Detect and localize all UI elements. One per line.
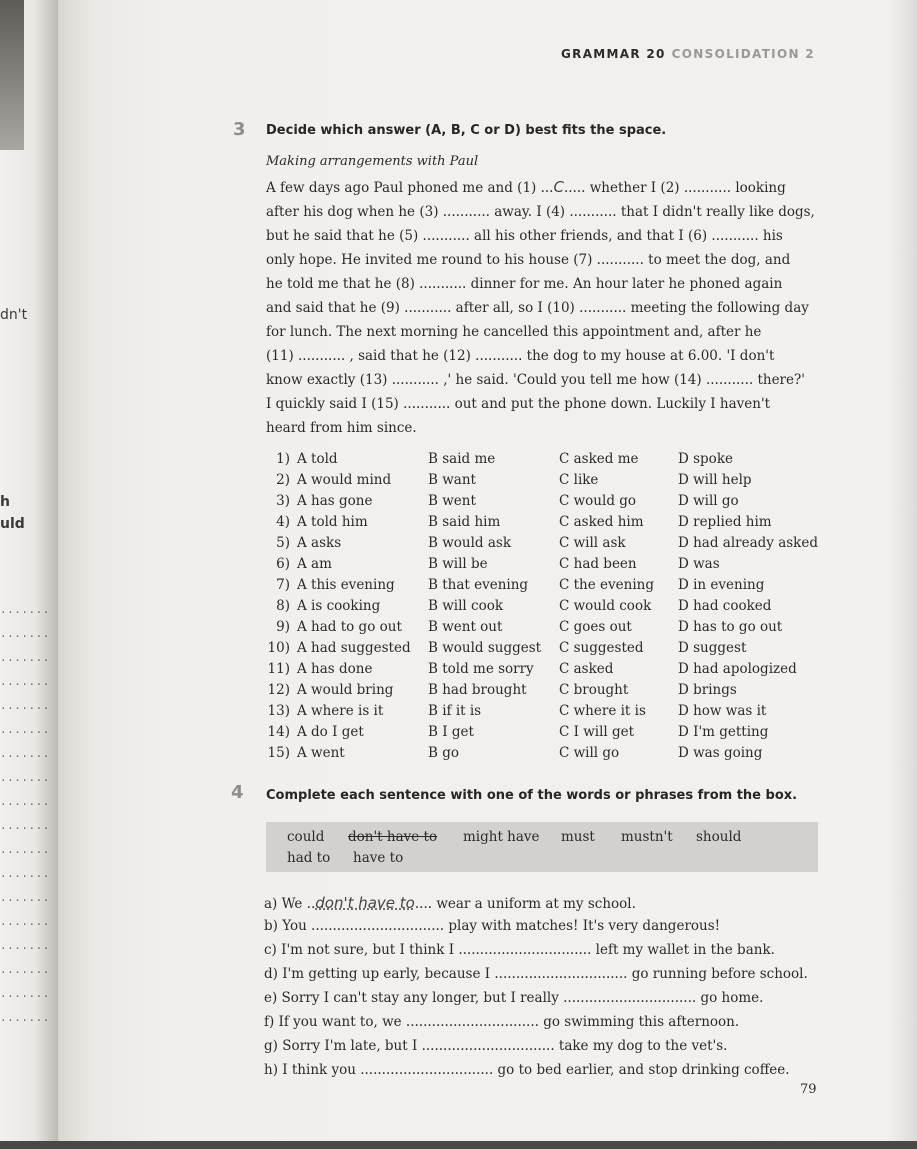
option-d: D I'm getting [678, 724, 769, 740]
option-c: C suggested [559, 640, 644, 656]
option-b: B want [428, 472, 476, 488]
box-word: must [561, 829, 595, 845]
margin-dots: ....... [0, 1011, 50, 1024]
margin-dots: ....... [0, 747, 50, 760]
exercise-3-number: 3 [233, 119, 246, 140]
question-number: 7) [276, 577, 290, 593]
option-c: C had been [559, 556, 637, 572]
option-d: D was going [678, 745, 763, 761]
question-number: 5) [276, 535, 290, 551]
option-b: B went out [428, 619, 503, 635]
passage-line: for lunch. The next morning he cancelled this appointment and, after he [266, 324, 762, 340]
option-b: B if it is [428, 703, 482, 719]
question-number: 8) [276, 598, 290, 614]
margin-dots: ....... [0, 891, 50, 904]
box-word: should [696, 829, 742, 845]
option-a: A is cooking [297, 598, 381, 614]
option-c: C will ask [559, 535, 626, 551]
option-d: D was [678, 556, 720, 572]
option-a: A has gone [297, 493, 373, 509]
option-d: D will help [678, 472, 752, 488]
option-a: A has done [297, 661, 373, 677]
option-b: B go [428, 745, 459, 761]
box-word: could [287, 829, 325, 845]
margin-dots: ....... [0, 771, 50, 784]
sentence-item: b) You ............................... play with matches! It's very dangerous! [264, 918, 721, 934]
question-number: 4) [276, 514, 290, 530]
margin-dots: ....... [0, 699, 50, 712]
option-b: B had brought [428, 682, 527, 698]
passage-title: Making arrangements with Paul [266, 154, 479, 169]
margin-dots: ....... [0, 627, 50, 640]
option-b: B that evening [428, 577, 529, 593]
box-word: had to [287, 850, 331, 866]
option-d: D had already asked [678, 535, 818, 551]
option-d: D suggest [678, 640, 747, 656]
option-c: C like [559, 472, 599, 488]
margin-fragment: dn't [0, 307, 28, 323]
question-number: 9) [276, 619, 290, 635]
passage-line: but he said that he (5) ........... all his other friends, and that I (6) ........... his [266, 228, 783, 244]
question-number: 6) [276, 556, 290, 572]
exercise-4-number: 4 [231, 782, 244, 803]
sentence-item: f) If you want to, we ............................... go swimming this afternoon. [264, 1014, 740, 1030]
question-number: 14) [267, 724, 290, 740]
handwritten-answer: don't have to [315, 894, 415, 912]
passage-line: he told me that he (8) ........... dinner for me. An hour later he phoned again [266, 276, 783, 292]
passage-line: know exactly (13) ........... ,' he said. 'Could you tell me how (14) ........... there?' [266, 372, 805, 388]
margin-dots: ....... [0, 651, 50, 664]
passage-line: only hope. He invited me round to his house (7) ........... to meet the dog, and [266, 252, 791, 268]
page-edge-right [887, 0, 917, 1149]
cloze-passage [266, 175, 826, 440]
sentence-item: d) I'm getting up early, because I ............................... go running before school. [264, 966, 808, 982]
sentence-item: h) I think you ............................... go to bed earlier, and stop drinking coffee. [264, 1062, 790, 1078]
option-a: A this evening [297, 577, 395, 593]
exercise-4-instruction: Complete each sentence with one of the words or phrases from the box. [266, 788, 798, 803]
page-header [561, 47, 815, 61]
option-c: C where it is [559, 703, 646, 719]
option-c: C will go [559, 745, 620, 761]
margin-dots: ....... [0, 987, 50, 1000]
margin-dots: ....... [0, 939, 50, 952]
question-number: 13) [267, 703, 290, 719]
margin-fragment: h [0, 494, 10, 510]
margin-dots: ....... [0, 795, 50, 808]
option-b: B I get [428, 724, 474, 740]
adjacent-page-edge [0, 0, 58, 1149]
margin-dots: ....... [0, 819, 50, 832]
margin-dots: ....... [0, 915, 50, 928]
option-c: C would go [559, 493, 637, 509]
handwritten-answer: C [553, 178, 564, 196]
question-number: 10) [267, 640, 290, 656]
passage-line: and said that he (9) ........... after all, so I (10) ........... meeting the following day [266, 300, 809, 316]
option-a: A had to go out [297, 619, 402, 635]
margin-dots: ....... [0, 963, 50, 976]
sentence-item: e) Sorry I can't stay any longer, but I really ............................... go home. [264, 990, 764, 1006]
option-c: C asked him [559, 514, 644, 530]
option-b: B will be [428, 556, 488, 572]
option-b: B said him [428, 514, 501, 530]
option-a: A asks [297, 535, 342, 551]
option-b: B told me sorry [428, 661, 534, 677]
option-b: B said me [428, 451, 496, 467]
sentence-item: g) Sorry I'm late, but I ............................... take my dog to the vet's. [264, 1038, 728, 1054]
box-word: have to [353, 850, 404, 866]
option-a: A went [297, 745, 345, 761]
option-d: D will go [678, 493, 739, 509]
margin-dots: ....... [0, 867, 50, 880]
option-a: A told [297, 451, 338, 467]
option-c: C asked me [559, 451, 639, 467]
option-d: D has to go out [678, 619, 783, 635]
margin-fragment: uld [0, 516, 25, 532]
option-a: A would mind [297, 472, 392, 488]
question-number: 1) [276, 451, 290, 467]
page-number: 79 [800, 1082, 817, 1097]
sentence-item: a) We ..don't have to.... wear a uniform at my school. [264, 894, 636, 912]
margin-dots: ....... [0, 723, 50, 736]
option-a: A where is it [297, 703, 384, 719]
option-c: C asked [559, 661, 614, 677]
option-d: D had apologized [678, 661, 797, 677]
option-b: B would ask [428, 535, 511, 551]
box-word: might have [463, 829, 540, 845]
binding-shadow [0, 0, 24, 150]
passage-line: A few days ago Paul phoned me and (1) ...C..... whether I (2) ........... looking [266, 178, 786, 196]
option-a: A do I get [297, 724, 364, 740]
option-c: C would cook [559, 598, 652, 614]
option-a: A told him [297, 514, 368, 530]
margin-dots: ....... [0, 675, 50, 688]
passage-line: (11) ........... , said that he (12) ........... the dog to my house at 6.00. 'I don't [266, 348, 775, 364]
header-subsection: CONSOLIDATION 2 [671, 47, 815, 61]
margin-dots: ....... [0, 603, 50, 616]
question-number: 15) [267, 745, 290, 761]
option-a: A had suggested [297, 640, 411, 656]
option-d: D in evening [678, 577, 765, 593]
sentence-item: c) I'm not sure, but I think I ............................... left my wallet in the bank. [264, 942, 775, 958]
option-d: D how was it [678, 703, 767, 719]
passage-line: I quickly said I (15) ........... out and put the phone down. Luckily I haven't [266, 396, 771, 412]
passage-line: heard from him since. [266, 420, 417, 436]
box-word-crossed-out: don't have to [348, 829, 438, 845]
header-section: GRAMMAR 20 [561, 47, 666, 61]
exercise-3-instruction: Decide which answer (A, B, C or D) best fits the space. [266, 123, 667, 138]
question-number: 11) [267, 661, 290, 677]
word-box [266, 822, 818, 872]
option-c: C the evening [559, 577, 654, 593]
option-c: C I will get [559, 724, 635, 740]
option-c: C goes out [559, 619, 632, 635]
option-d: D had cooked [678, 598, 772, 614]
box-word: mustn't [621, 829, 673, 845]
margin-dots: ....... [0, 843, 50, 856]
option-a: A am [297, 556, 332, 572]
option-b: B went [428, 493, 476, 509]
option-b: B will cook [428, 598, 504, 614]
question-number: 3) [276, 493, 290, 509]
question-number: 12) [267, 682, 290, 698]
option-d: D replied him [678, 514, 772, 530]
passage-line: after his dog when he (3) ........... away. I (4) ........... that I didn't really like dogs, [266, 204, 815, 220]
question-number: 2) [276, 472, 290, 488]
option-b: B would suggest [428, 640, 542, 656]
option-c: C brought [559, 682, 629, 698]
option-d: D spoke [678, 451, 733, 467]
option-d: D brings [678, 682, 737, 698]
option-a: A would bring [297, 682, 394, 698]
page-bottom-edge [0, 1141, 917, 1149]
